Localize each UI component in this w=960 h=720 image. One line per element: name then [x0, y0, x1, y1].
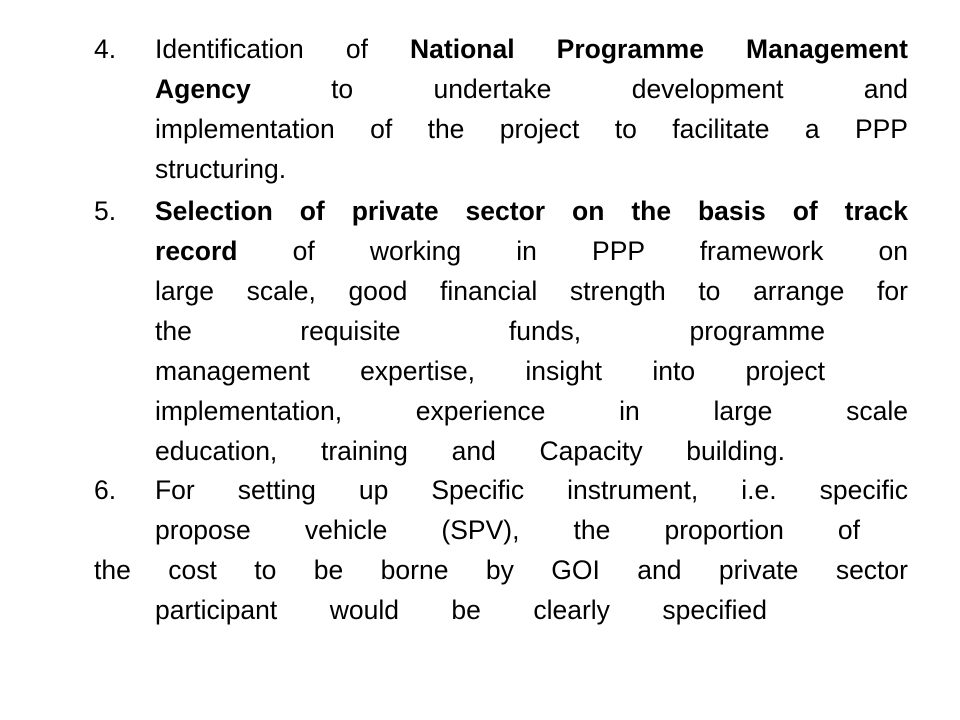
text-line: record of working in PPP framework on — [155, 236, 908, 266]
text-line: For setting up Specific instrument, i.e. specific — [155, 475, 908, 505]
text-line: Identification of National Programme Management — [155, 34, 908, 64]
text-line: implementation of the project to facilitate a PPP — [155, 114, 908, 144]
item-number: 5. — [94, 196, 117, 226]
text-line: implementation, experience in large scale — [155, 396, 908, 426]
text-line: Agency to undertake development and — [155, 74, 908, 104]
text-line: propose vehicle (SPV), the proportion of — [155, 515, 860, 545]
item-number: 6. — [94, 475, 117, 505]
text-line: the cost to be borne by GOI and private sector — [94, 555, 908, 585]
text-line: the requisite funds, programme — [155, 316, 825, 346]
text-line: Selection of private sector on the basis of track — [155, 196, 908, 226]
text-line: large scale, good financial strength to arrange for — [155, 276, 908, 306]
text-line: management expertise, insight into project — [155, 356, 825, 386]
text-line: participant would be clearly specified — [155, 595, 767, 625]
text-line: structuring. — [155, 154, 287, 184]
item-number: 4. — [94, 34, 117, 64]
text-line: education, training and Capacity building. — [155, 436, 785, 466]
